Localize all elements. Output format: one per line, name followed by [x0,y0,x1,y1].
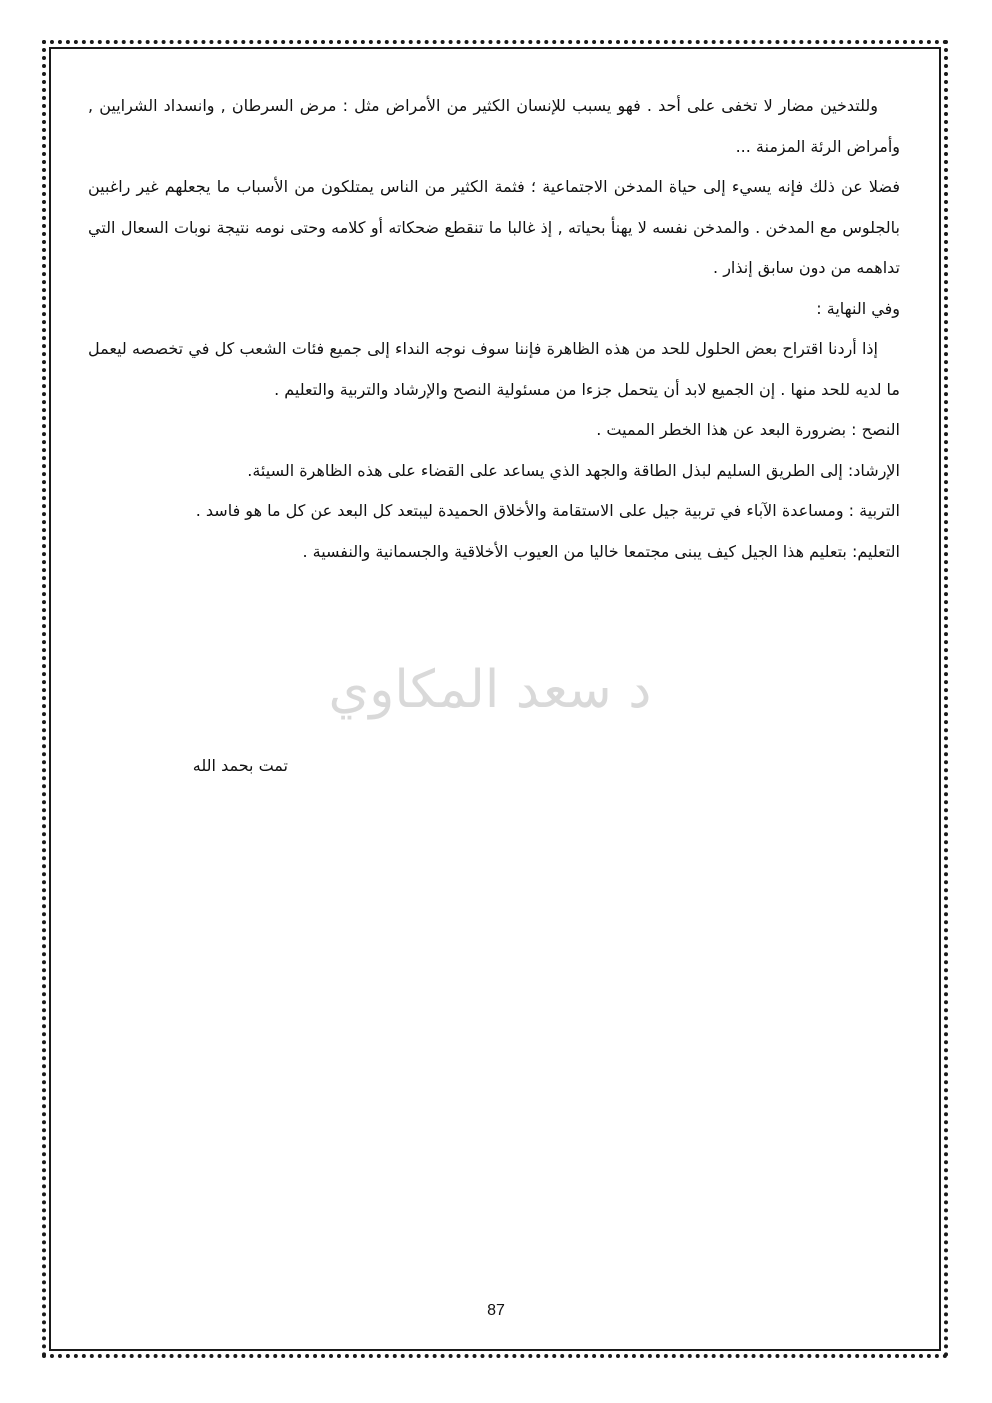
paragraph-advice: النصح : بضرورة البعد عن هذا الخطر المميت . [596,420,900,439]
paragraph-solutions: إذا أردنا اقتراح بعض الحلول للحد من هذه الظاهرة فإننا سوف نوجه النداء إلى جميع فئات الشعب كل في تخصصه ليعمل ما لديه للحد منها . إن الجميع لابد أن يتحمل جزءا من مسئولية النصح والإرشاد والتربية والتعليم . [88,339,900,399]
paragraph-guidance: الإرشاد: إلى الطريق السليم لبذل الطاقة والجهد الذي يساعد على القضاء على هذه الظاهرة السيئة. [247,460,900,480]
page-number: 87 [487,1302,505,1319]
paragraph-social-effects: فضلا عن ذلك فإنه يسيء إلى حياة المدخن الاجتماعية ؛ فثمة الكثير من الناس يمتلكون من الأسباب ما يجعلهم غير راغبين بالجلوس مع المدخن . والمدخن نفسه لا يهنأ بحياته , إذ غالبا ما تنقطع ضحكاته أو كلامه وحتى نومه نتيجة نوبات السعال التي تداهمه من دون سابق إنذار . [88,177,900,277]
author-watermark: د سعد المكاوي [328,660,652,720]
document-body [88,86,900,572]
paragraph-harms: وللتدخين مضار لا تخفى على أحد . فهو يسبب للإنسان الكثير من الأمراض مثل : مرض السرطان , وانسداد الشرايين , وأمراض الرئة المزمنة ... [88,96,900,156]
paragraph-upbringing: التربية : ومساعدة الآباء في تربية جيل على الاستقامة والأخلاق الحميدة ليبتعد كل البعد عن كل ما هو فاسد . [195,501,900,520]
closing-phrase: تمت بحمد الله [192,756,288,775]
paragraph-education: التعليم: بتعليم هذا الجيل كيف يبنى مجتمعا خاليا من العيوب الأخلاقية والجسمانية والنفسية . [302,541,900,561]
paragraph-conclusion-heading: وفي النهاية : [816,298,900,318]
